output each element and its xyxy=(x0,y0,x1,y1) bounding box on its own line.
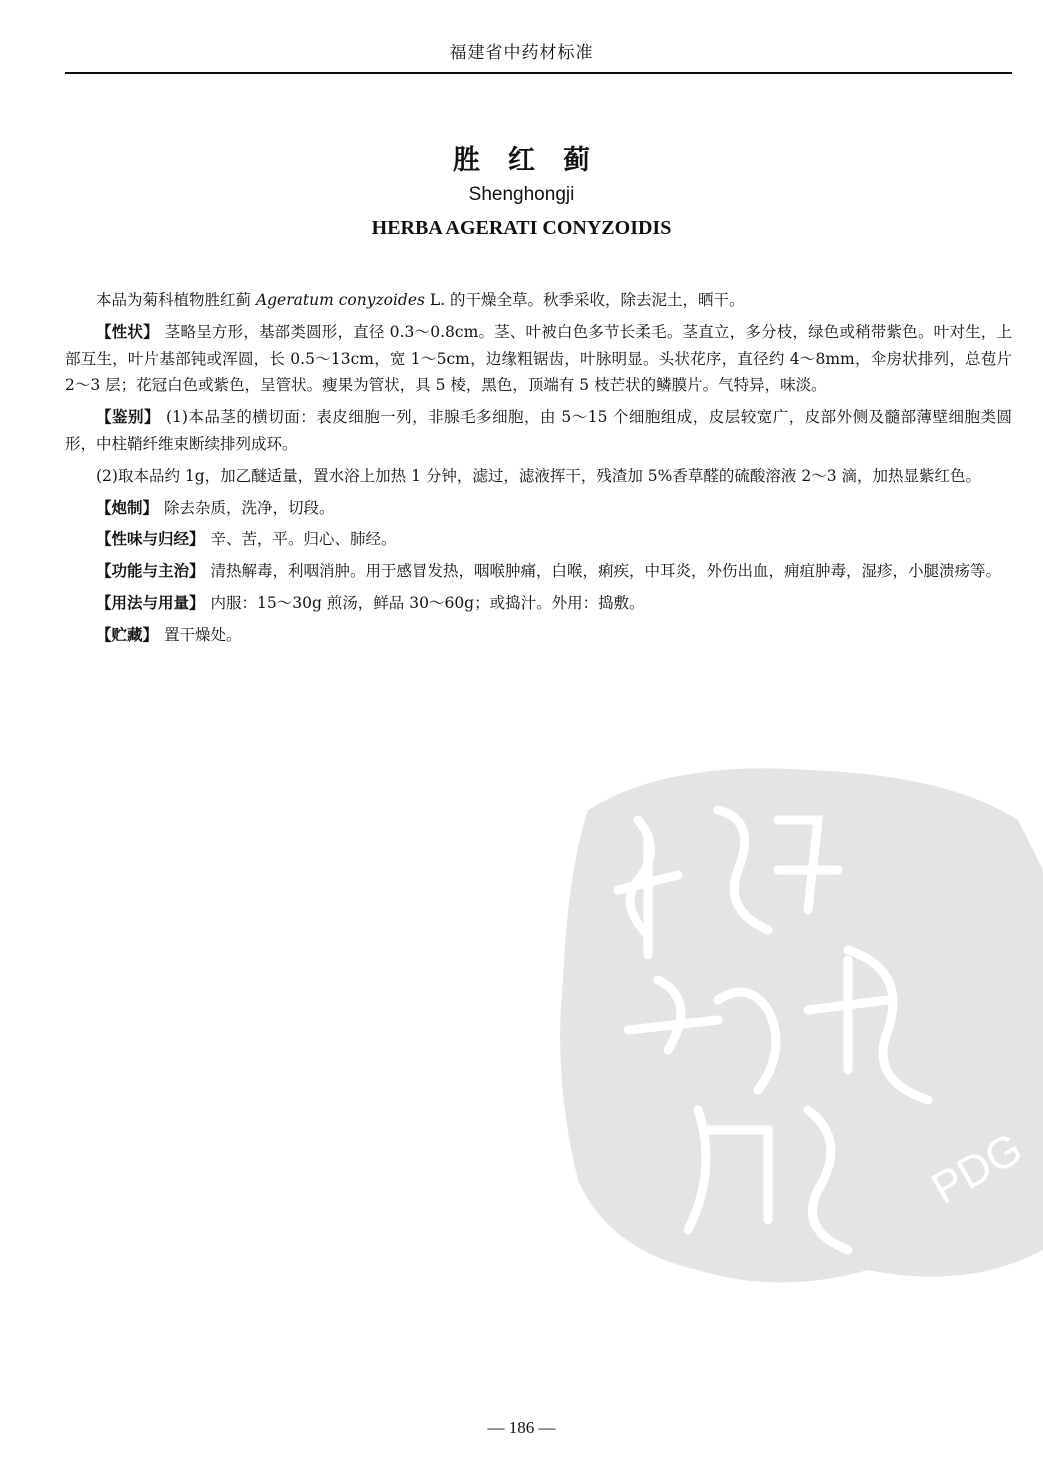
usage-text: 内服：15～30g 煎汤，鲜品 30～60g；或捣汁。外用：捣敷。 xyxy=(210,593,645,612)
processing-section xyxy=(65,495,1012,522)
header-rule xyxy=(65,72,1012,74)
species-name: Ageratum conyzoides xyxy=(255,291,425,309)
usage-section xyxy=(65,590,1012,617)
section-label-storage: 【贮藏】 xyxy=(96,624,159,644)
section-label-nature: 【性味与归经】 xyxy=(96,529,205,549)
page-number: — 186 — xyxy=(487,1418,556,1437)
identification-section xyxy=(65,404,1012,458)
monograph-pinyin: Shenghongji xyxy=(468,184,575,205)
monograph-body xyxy=(65,287,1012,649)
intro-text-end: L. 的干燥全草。秋季采收，除去泥土，晒干。 xyxy=(424,291,745,309)
running-header: 福建省中药材标准 xyxy=(449,43,594,63)
section-label-usage: 【用法与用量】 xyxy=(96,592,205,612)
monograph-latin-name: HERBA AGERATI CONYZOIDIS xyxy=(371,217,672,239)
section-label-functions: 【功能与主治】 xyxy=(96,561,205,581)
processing-text: 除去杂质，洗净，切段。 xyxy=(164,498,335,517)
section-label-description: 【性状】 xyxy=(96,321,159,341)
description-text: 茎略呈方形，基部类圆形，直径 0.3～0.8cm。茎、叶被白色多节长柔毛。茎直立，多分枝，绿色或稍带紫色。叶对生，上部互生，叶片基部钝或浑圆，长 0.5～13cm，宽 1～5cm，边缘粗锯齿，叶脉明显。头状花序，直径约 4～8mm，伞房状排列，总苞片 2～3 层；花冠白色或紫色，呈管状。瘦果为管状，具 5 棱，黑色，顶端有 5 枝芒状的鳞膜片。气特异，味淡。 xyxy=(65,322,1012,395)
description-section xyxy=(65,319,1012,399)
intro-paragraph xyxy=(65,287,1012,314)
seal-watermark-icon xyxy=(548,750,1043,1310)
svg-text:PDG: PDG xyxy=(923,1123,1031,1214)
monograph-title: 胜红蓟 xyxy=(453,145,618,176)
storage-text: 置干燥处。 xyxy=(164,625,242,644)
functions-text: 清热解毒，利咽消肿。用于感冒发热，咽喉肿痛，白喉，痢疾，中耳炎，外伤出血，痈疽肿毒，湿疹，小腿溃疡等。 xyxy=(210,562,1002,581)
nature-text: 辛、苦，平。归心、肺经。 xyxy=(210,530,397,549)
section-label-identification: 【鉴别】 xyxy=(96,407,160,427)
identification-text-1: (1)本品茎的横切面：表皮细胞一列，非腺毛多细胞，由 5～15 个细胞组成，皮层较宽广，皮部外侧及髓部薄壁细胞类圆形，中柱鞘纤维束断续排列成环。 xyxy=(65,408,1012,453)
nature-section xyxy=(65,526,1012,553)
storage-section xyxy=(65,622,1012,649)
section-label-processing: 【炮制】 xyxy=(96,497,159,517)
identification-text-2: (2)取本品约 1g，加乙醚适量，置水浴上加热 1 分钟，滤过，滤液挥干，残渣加 5%香草醛的硫酸溶液 2～3 滴，加热显紫红色。 xyxy=(96,466,981,485)
identification-section-2 xyxy=(65,463,1012,490)
intro-text: 本品为菊科植物胜红蓟 xyxy=(96,291,256,309)
functions-section xyxy=(65,558,1012,585)
